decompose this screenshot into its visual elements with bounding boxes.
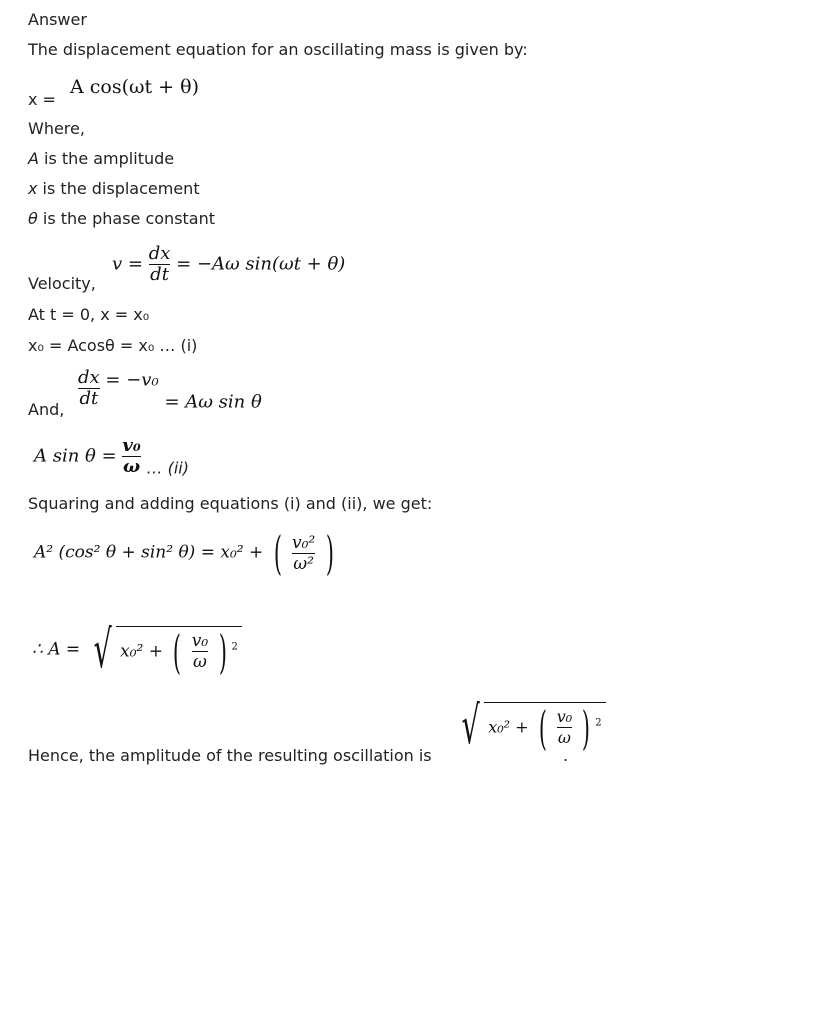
symbol-theta: θ [28,209,38,228]
equation-ii-tag: … (ii) [146,458,189,478]
and-label: And, [28,400,65,419]
sqrt-body [116,624,242,679]
equation-ii-denominator: ω [123,456,141,477]
squaring-text: Squaring and adding equations (i) and (ii), we get: [28,494,433,513]
definition-amplitude [28,149,174,169]
and-equation [78,368,262,413]
amplitude-equation [32,620,242,680]
right-paren: ) [325,526,334,580]
conclusion-period: . [563,746,569,765]
definition-phase [28,209,215,229]
left-paren: ( [173,624,182,679]
conclusion-denominator: ω [557,728,571,747]
equation-ii-lhs: A sin θ = [34,445,117,467]
where-text: Where, [28,119,85,138]
right-paren: ) [582,700,591,755]
amplitude-numerator: v₀ [191,631,209,651]
conclusion-numerator: v₀ [556,707,573,726]
squared-denominator: ω² [293,553,314,574]
velocity-equation [112,244,345,285]
symbol-A: A [28,149,39,168]
amplitude-fraction [192,631,208,672]
squared-equation [34,526,339,580]
initial-condition: At t = 0, x = x₀ [28,305,150,324]
definition-displacement [28,179,200,199]
x-equals-label: x = [28,90,56,109]
conclusion-inner: x₀² + [488,717,529,736]
definition-displacement-text: is the displacement [37,179,200,198]
amplitude-denominator: ω [193,652,207,672]
answer-heading: Answer [28,10,87,29]
amplitude-inner: x₀² + [120,641,163,661]
left-paren: ( [273,526,282,580]
conclusion-fraction [557,707,572,748]
conclusion-equation [454,696,606,756]
velocity-lhs: v = [112,253,143,275]
exponent-2: 2 [595,717,602,728]
squared-numerator: v₀² [292,532,316,553]
definition-amplitude-text: is the amplitude [38,149,175,168]
intro-text: The displacement equation for an oscillating mass is given by: [28,40,528,59]
squared-fraction [292,533,315,574]
symbol-x: x [28,179,38,198]
velocity-fraction [149,244,171,285]
sqrt-sign: √ [461,696,480,756]
sqrt-body [484,700,605,755]
and-fraction [78,368,100,409]
right-paren: ) [218,624,227,679]
equation-i: x₀ = Acosθ = x₀ … (i) [28,336,198,355]
equation-ii-numerator: v₀ [122,435,141,456]
left-paren: ( [538,700,547,755]
conclusion-text: Hence, the amplitude of the resulting oscillation is [28,746,432,765]
velocity-label: Velocity, [28,274,96,293]
definition-phase-text: is the phase constant [37,209,216,228]
velocity-numerator: dx [148,243,171,264]
and-rhs: = Aω sin θ [164,391,262,413]
equation-ii-fraction [122,436,140,477]
sqrt-sign: √ [93,620,112,680]
displacement-equation: A cos(ωt + θ) [70,76,199,98]
squared-lhs: A² (cos² θ + sin² θ) = x₀² + [34,542,264,563]
equation-ii [34,436,189,478]
amplitude-lhs: ∴ A = [32,639,81,660]
and-denominator: dt [79,388,99,409]
velocity-rhs: = −Aω sin(ωt + θ) [176,253,346,275]
exponent-2: 2 [231,641,238,652]
velocity-denominator: dt [150,264,169,285]
and-numerator: dx [78,367,100,388]
and-middle: = −v₀ [105,369,159,391]
